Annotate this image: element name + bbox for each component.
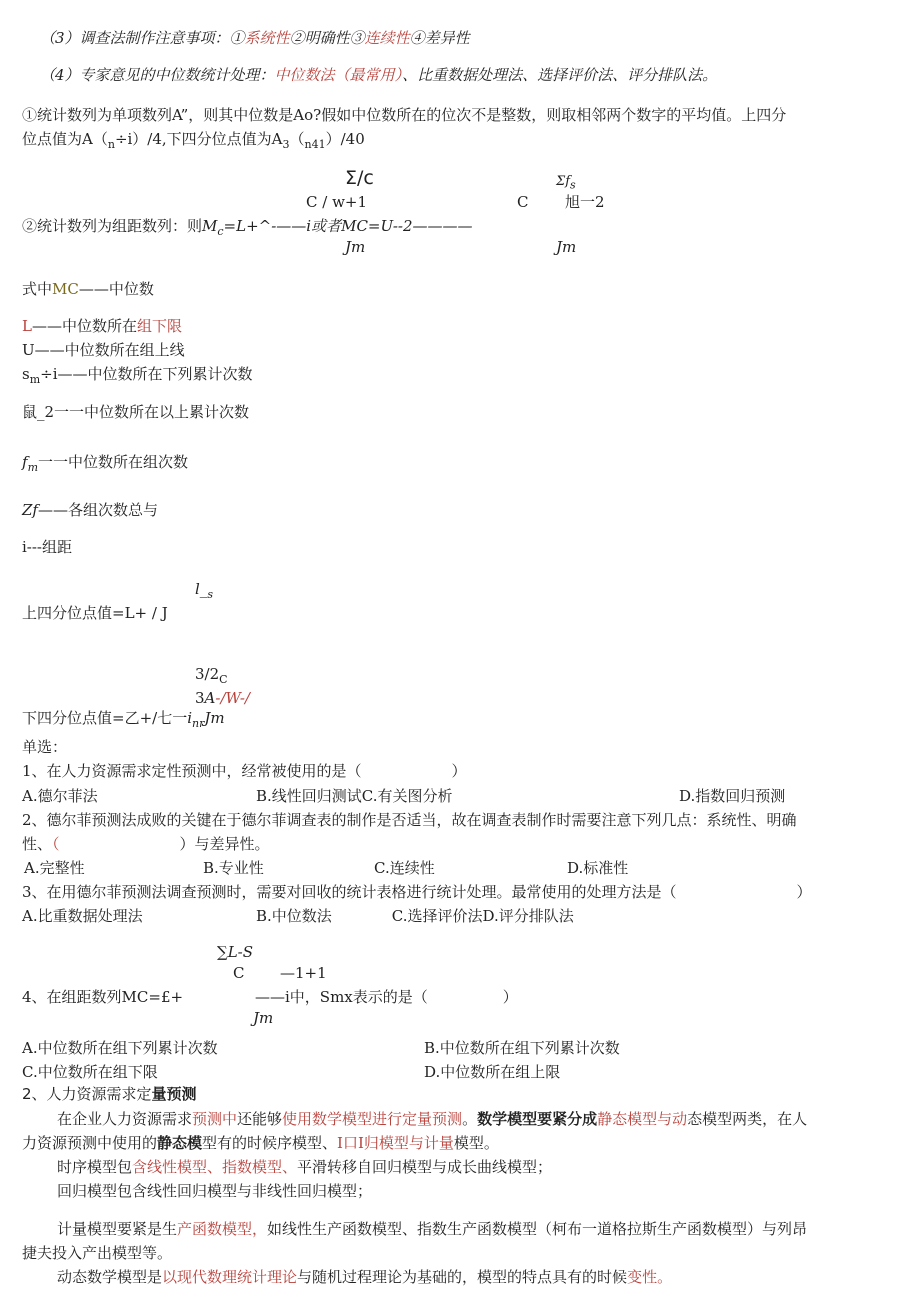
highlight: 变性。 [627, 1268, 673, 1286]
question-1: 1、在人力资源需求定性预测中，经常被使用的是（ ） [22, 762, 467, 780]
text: Σf [556, 174, 571, 189]
q1-option-bc: B.线性回归测试C.有关图分析 [256, 787, 453, 805]
text: ）/40 [325, 130, 365, 148]
text: 力资源预测中使用的 [22, 1134, 158, 1152]
highlight: 预测中 [192, 1110, 238, 1128]
q1-option-a: A.德尔菲法 [22, 787, 98, 805]
text: ——中位数 [78, 280, 154, 298]
text: 与随机过程理论为基础的， [297, 1268, 478, 1286]
text: 式中 [22, 280, 53, 298]
text: Zf [22, 501, 38, 519]
text: 数学模型要紧分成 [477, 1110, 598, 1128]
text: 如线性生产函数模型、指数生产函数模型（柯布一道格拉斯生产函数模型）与列昂 [267, 1220, 808, 1238]
text: （4）专家意见的中位数统计处理： [40, 66, 275, 84]
legend-fm [22, 455, 188, 473]
sec2-paragraph-2 [57, 1160, 552, 1175]
text: 时序模型包 [57, 1158, 133, 1176]
text: =L+^-——i或者MC=U--2———— [223, 217, 473, 235]
text: l_ [195, 580, 208, 598]
text: i [187, 709, 193, 727]
sec2-paragraph-4 [57, 1222, 807, 1237]
subscript: m [29, 373, 41, 386]
subscript: s [570, 178, 576, 192]
legend-l [22, 319, 182, 334]
q4-formula-c: C [233, 964, 245, 982]
text: （3）调查法制作注意事项：① [40, 29, 245, 47]
text: ÷i）/4,下四分位点值为A [114, 130, 283, 148]
q2-option-d: D.标准性 [567, 859, 629, 877]
text: A [204, 689, 216, 707]
highlight: 组下限 [136, 317, 182, 335]
q2-option-c: C.连续性 [374, 859, 435, 877]
text: ②统计数列为组距数列：则 [22, 217, 203, 235]
highlight: L [22, 317, 32, 335]
subscript: 3 [282, 138, 290, 151]
quartile-ls [195, 582, 213, 600]
subscript: C [219, 673, 228, 686]
text: ）与差异性。 [59, 835, 270, 853]
highlight: 含线性模型、指数模型、 [132, 1158, 298, 1176]
text: s [22, 365, 30, 383]
text: （ [289, 130, 305, 148]
note-line-1 [40, 31, 470, 46]
text: 模型的特点具有的时候 [477, 1268, 628, 1286]
text: ④差异性 [409, 29, 470, 47]
paragraph-single-series [22, 108, 786, 123]
text: 3 [195, 689, 205, 707]
text: M [202, 217, 218, 235]
q4-option-a: A.中位数所在组下列累计次数 [22, 1039, 218, 1057]
q2-option-b: B.专业性 [203, 859, 264, 877]
legend-zf [22, 503, 158, 518]
legend-sm [22, 367, 253, 385]
sec2-paragraph-4-cont: 捷夫投入产出模型等。 [22, 1244, 173, 1262]
text: 态模型两类，在人 [687, 1110, 808, 1128]
q3-option-a: A.比重数据处理法 [22, 907, 143, 925]
quartile-a-w [195, 691, 250, 706]
text: f [22, 453, 28, 471]
q4-option-c: C.中位数所在组下限 [22, 1063, 158, 1081]
q3-option-bcd: B.中位数法 C.选择评价法D.评分排队法 [256, 907, 574, 925]
legend-mc [22, 282, 154, 297]
q4-option-b: B.中位数所在组下列累计次数 [424, 1039, 620, 1057]
note-line-2 [40, 68, 717, 83]
highlight: 中位数法（最常用） [274, 66, 403, 84]
quiz-heading: 单选： [22, 738, 68, 756]
upper-quartile-formula: 上四分位点值=L+ / J [22, 604, 168, 622]
legend-u: U——中位数所在组上线 [22, 341, 185, 359]
text: 2、人力资源需求定 [22, 1085, 152, 1103]
q4-formula-sum: ∑L-S [217, 943, 254, 961]
text: 量预测 [151, 1085, 197, 1103]
question-2-cont [22, 837, 270, 852]
text: ——中位数所在 [31, 317, 137, 335]
paragraph-quartile [22, 132, 365, 150]
text: Jm [204, 709, 225, 727]
highlight: 静态模型与动 [597, 1110, 688, 1128]
formula-c-w: C / w+1 [306, 193, 368, 211]
text: 静态模 [157, 1134, 203, 1152]
formula-sigma-fs [556, 175, 576, 191]
q4-formula-num: —1+1 [280, 964, 327, 982]
q4-option-d: D.中位数所在组上限 [424, 1063, 561, 1081]
text: 动态数学模型是 [57, 1268, 163, 1286]
text: 3/2 [195, 665, 220, 683]
subscript: n [107, 138, 115, 151]
highlight: -/W-/ [215, 689, 250, 707]
text: ②明确性③ [289, 29, 365, 47]
section-2-title [22, 1087, 197, 1102]
q4-formula-jm: Jm [253, 1009, 274, 1027]
text: 。 [462, 1110, 478, 1128]
sec2-paragraph-5 [57, 1270, 672, 1285]
question-2: 2、德尔菲预测法成败的关键在于德尔菲调查表的制作是否适当，故在调查表制作时需要注意下列几点：系统性、明确 [22, 811, 797, 829]
formula-xu: 旭一2 [565, 193, 605, 211]
text: ①统计数列为单项数列A”，则其中位数是Ao?假如中位数所在的位次不是整数，则取相邻两个数字的平均值。上四分 [22, 106, 787, 124]
subscript: m [27, 461, 38, 474]
text: 模型。 [453, 1134, 499, 1152]
text: 在企业人力资源需求 [57, 1110, 193, 1128]
highlight: 产函数模型， [177, 1220, 268, 1238]
formula-jm: Jm [345, 238, 366, 256]
text: ÷i——中位数所在下列累计次数 [40, 365, 253, 383]
quartile-frac [195, 667, 228, 685]
highlight: I口I归模型与计量 [337, 1134, 454, 1152]
formula-c: C [517, 193, 529, 211]
highlight: 系统性 [244, 29, 290, 47]
legend-i: i---组距 [22, 538, 73, 556]
question-3: 3、在用德尔菲预测法调查预测时，需要对回收的统计表格进行统计处理。最常使用的处理方法是（ ） [22, 883, 812, 901]
text: 、比重数据处理法、选择评价法、评分排队法。 [402, 66, 718, 84]
highlight: 连续性 [364, 29, 410, 47]
text: 下四分位点值=乙+/七一 [22, 709, 188, 727]
text: 一一中位数所在组次数 [38, 453, 189, 471]
subscript: nr [192, 717, 205, 730]
text: 型有的时候序模型、 [202, 1134, 338, 1152]
highlight: （ [52, 835, 60, 853]
text: 位点值为A（ [22, 130, 108, 148]
sec2-paragraph-3: 回归模型包含线性回归模型与非线性回归模型； [57, 1182, 373, 1200]
text: 还能够 [237, 1110, 283, 1128]
formula-sigma-c: Σ/c [345, 167, 374, 189]
highlight: 以现代数理统计理论 [162, 1268, 298, 1286]
question-4-cont: ——i中，Smx表示的是（ ） [255, 988, 518, 1006]
highlight: MC [52, 280, 79, 298]
text: ——各组次数总与 [37, 501, 158, 519]
q2-option-a: A.完整性 [24, 859, 85, 877]
subscript: s [207, 588, 213, 601]
q1-option-d: D.指数回归预测 [679, 787, 786, 805]
legend-shu: 鼠_2一一中位数所在以上累计次数 [22, 403, 250, 421]
lower-quartile-formula [22, 711, 225, 729]
sec2-paragraph-1 [57, 1112, 807, 1127]
formula-jm: Jm [556, 238, 577, 256]
subscript: n41 [304, 138, 326, 151]
text: 计量模型要紧是生 [57, 1220, 178, 1238]
formula-grouped-line [22, 219, 473, 237]
text: 性、 [22, 835, 53, 853]
text: 平滑转移自回归模型与成长曲线模型； [297, 1158, 553, 1176]
question-4: 4、在组距数列MC=£+ [22, 988, 184, 1006]
sec2-paragraph-1-cont [22, 1136, 499, 1151]
highlight: 使用数学模型进行定量预测 [282, 1110, 463, 1128]
subscript: c [217, 225, 224, 238]
